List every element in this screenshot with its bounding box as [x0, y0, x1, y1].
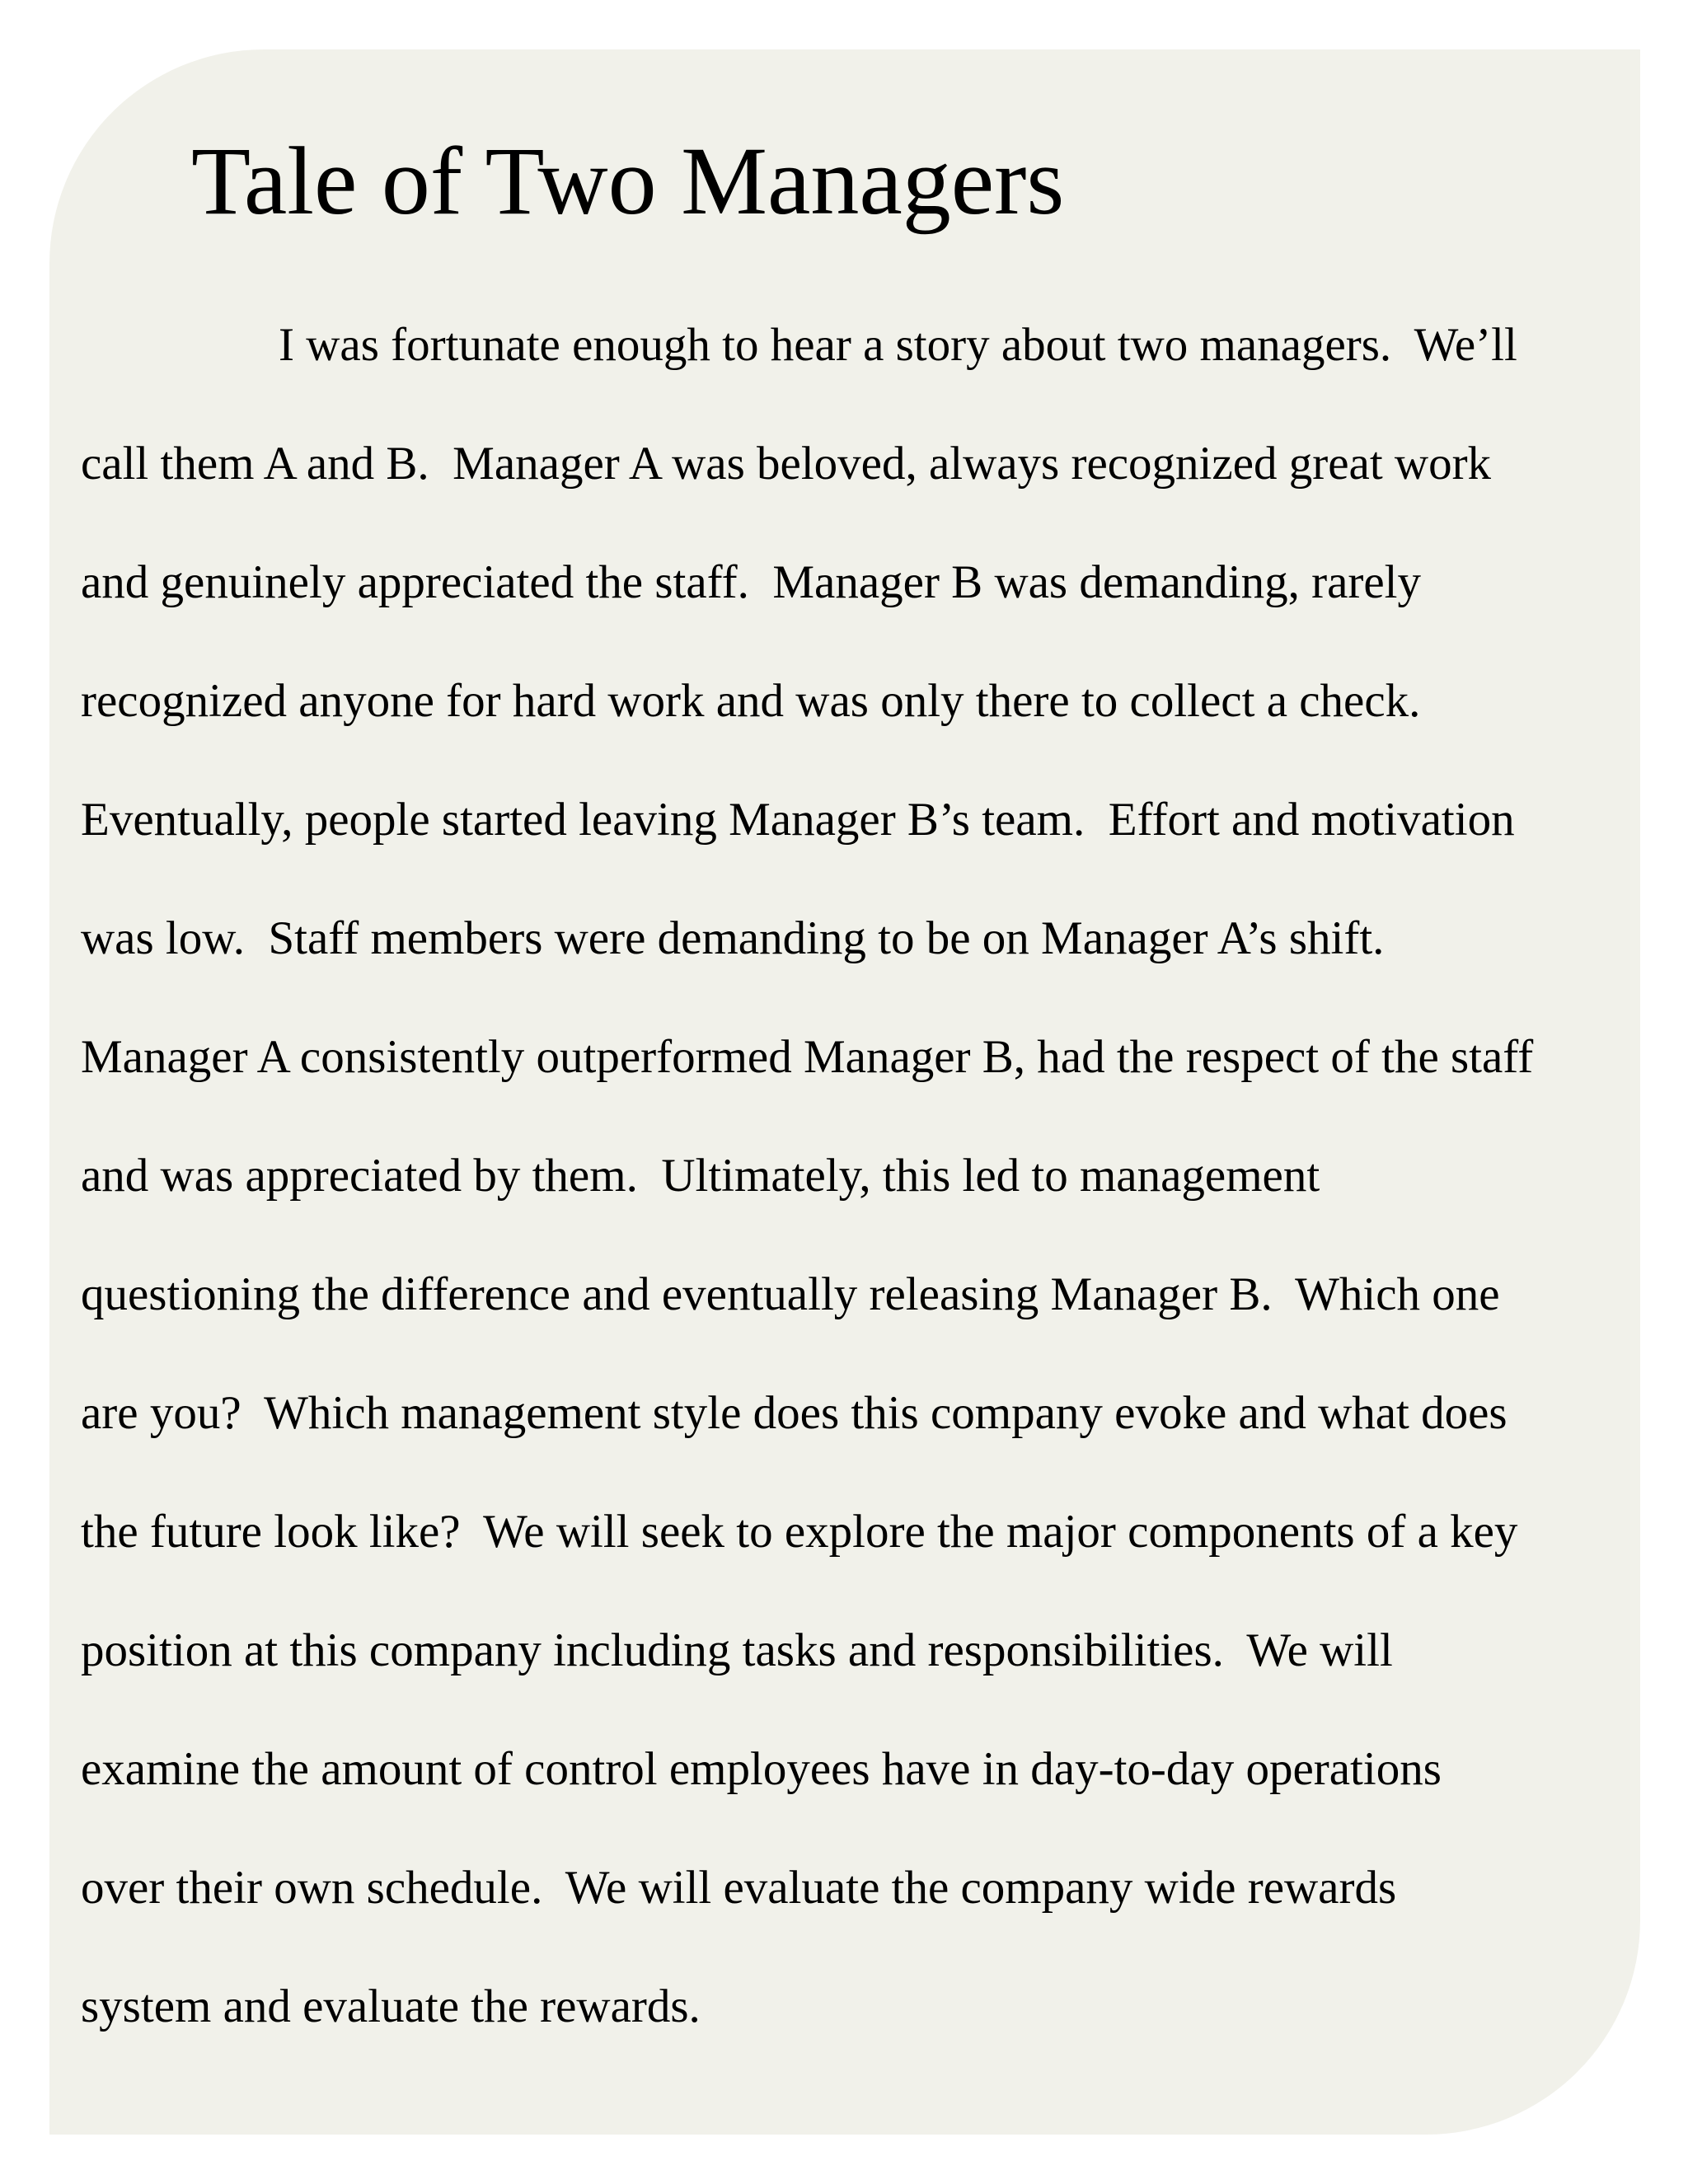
paragraph-line: and was appreciated by them. Ultimately, this led to management — [81, 1150, 1320, 1202]
paragraph-line: position at this company including tasks and responsibilities. We will — [81, 1624, 1393, 1676]
paragraph-line: questioning the difference and eventually releasing Manager B. Which one — [81, 1268, 1500, 1320]
paragraph-line: system and evaluate the rewards. — [81, 1980, 701, 2032]
paragraph-line: Eventually, people started leaving Manager B’s team. Effort and motivation — [81, 794, 1515, 846]
paragraph-line: are you? Which management style does this company evoke and what does — [81, 1387, 1507, 1439]
page-title: Tale of Two Managers — [191, 127, 1065, 235]
paragraph-line: the future look like? We will seek to explore the major components of a key — [81, 1506, 1518, 1558]
body-paragraph — [81, 286, 1533, 2066]
paragraph-line: call them A and B. Manager A was beloved, always recognized great work — [81, 438, 1492, 490]
paragraph-line: and genuinely appreciated the staff. Manager B was demanding, rarely — [81, 556, 1422, 608]
paragraph-line: over their own schedule. We will evaluate the company wide rewards — [81, 1862, 1397, 1914]
paragraph-line: was low. Staff members were demanding to be on Manager A’s shift. — [81, 912, 1385, 964]
paragraph-line: I was fortunate enough to hear a story about two managers. We’ll — [279, 319, 1517, 371]
paragraph-line: Manager A consistently outperformed Manager B, had the respect of the staff — [81, 1031, 1534, 1083]
paragraph-line: examine the amount of control employees have in day-to-day operations — [81, 1743, 1442, 1795]
paragraph-line: recognized anyone for hard work and was only there to collect a check. — [81, 675, 1421, 727]
